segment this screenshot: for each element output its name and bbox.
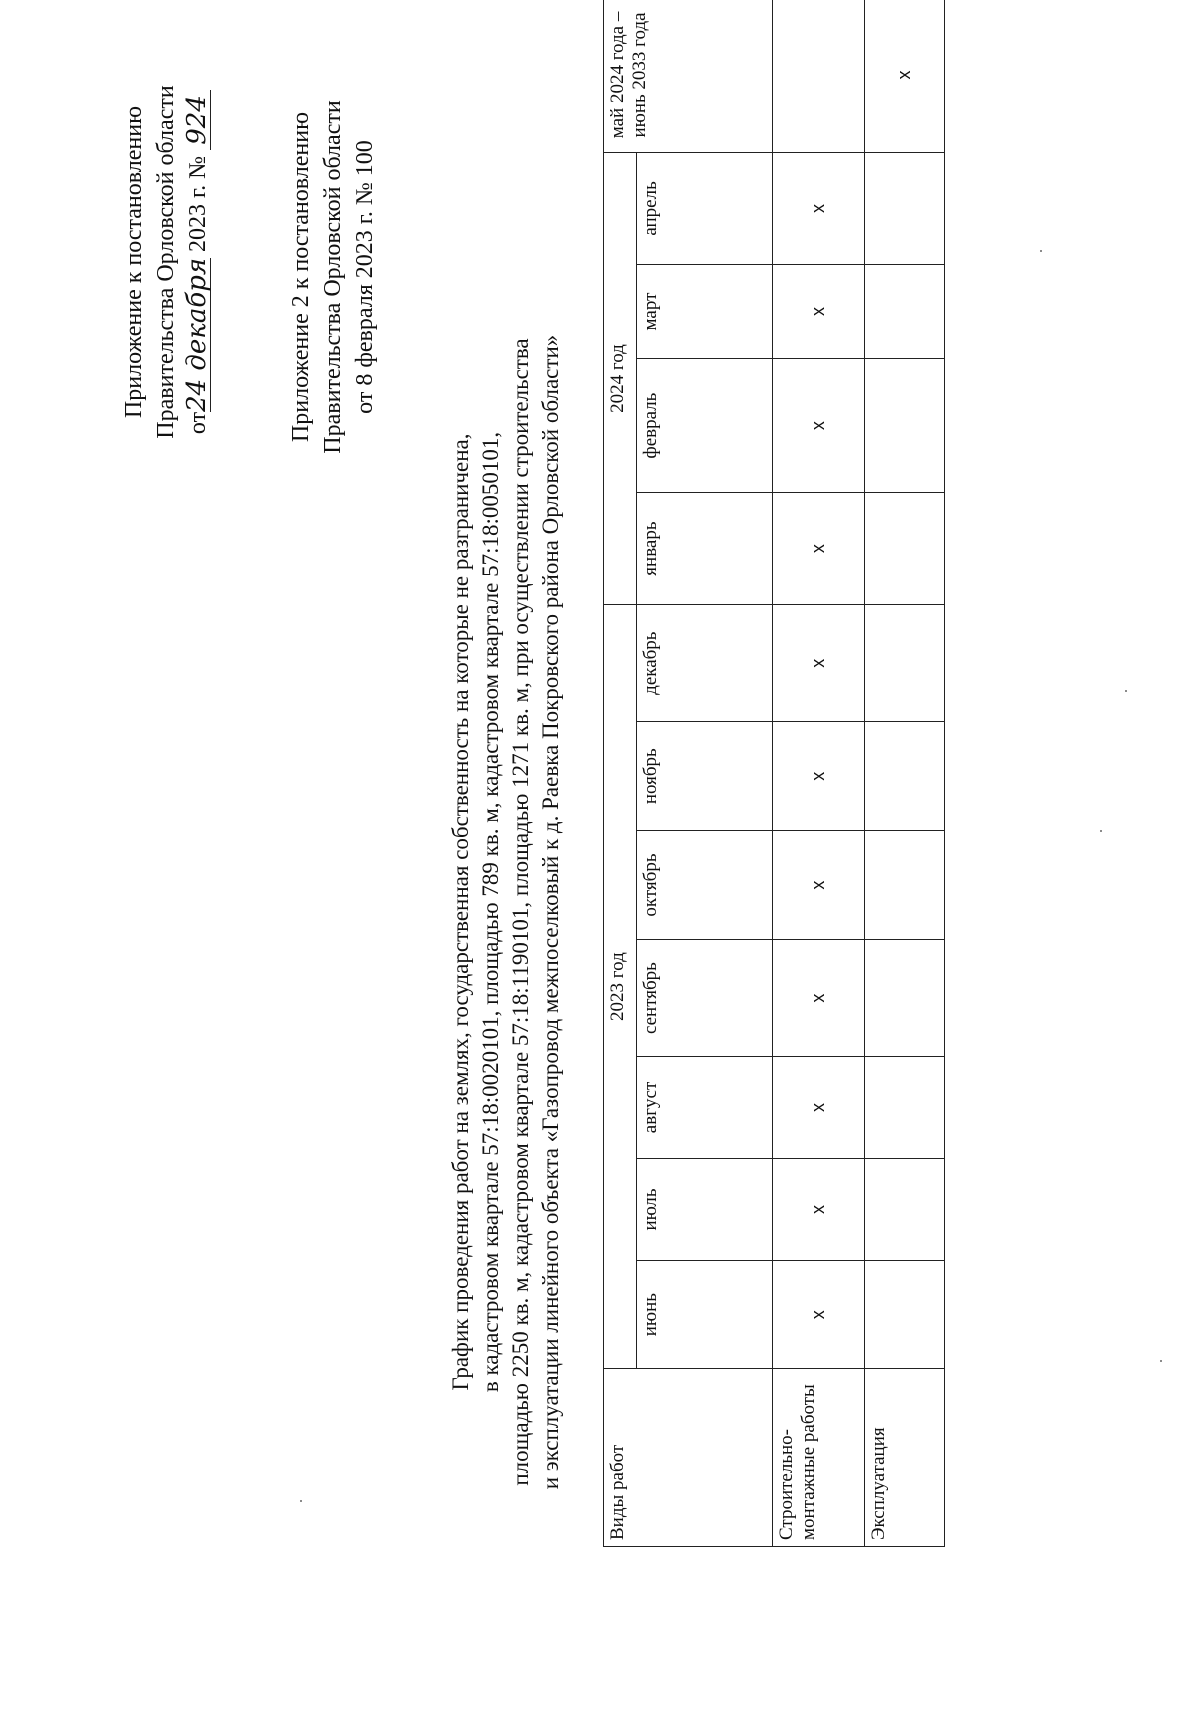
schedule-mark-cell: x xyxy=(772,605,864,722)
appendix-current-line2: Правительства Орловской области xyxy=(153,85,179,439)
work-type-cell: Эксплуатация xyxy=(864,1369,944,1547)
schedule-mark-cell xyxy=(864,1261,944,1369)
table-row xyxy=(864,0,944,1547)
month-header: февраль xyxy=(637,359,772,493)
title-line2: в кадастровом квартале 57:18:0020101, площадью 789 кв. м, кадастровом квартале 57:18:0050101, xyxy=(478,431,503,1393)
scan-speck xyxy=(1100,830,1102,832)
work-schedule-table xyxy=(603,0,945,1547)
schedule-mark-cell xyxy=(864,831,944,940)
month-header: декабрь xyxy=(637,605,772,722)
month-header: август xyxy=(637,1057,772,1159)
appendix-current-date-line xyxy=(182,52,214,472)
schedule-mark-cell: x xyxy=(772,831,864,940)
schedule-mark-cell xyxy=(864,605,944,722)
title-line3: площадью 2250 кв. м, кадастровом квартале 57:18:1190101, площадью 1271 кв. м, при осуществлении строительства xyxy=(508,338,533,1486)
handwritten-date: 24 декабря xyxy=(182,257,212,412)
date-prefix: от xyxy=(185,411,211,435)
schedule-mark-cell xyxy=(864,939,944,1056)
last-period-header: май 2024 года – июнь 2033 года xyxy=(604,0,773,152)
scan-speck xyxy=(1040,250,1042,252)
month-header: март xyxy=(637,264,772,358)
appendix-previous-line1: Приложение 2 к постановлению xyxy=(288,111,314,443)
month-header: ноябрь xyxy=(637,722,772,831)
schedule-mark-cell xyxy=(772,0,864,152)
year-2023-header: 2023 год xyxy=(604,605,637,1369)
handwritten-number: 924 xyxy=(184,90,211,150)
work-types-header: Виды работ xyxy=(604,1369,773,1547)
appendix-current xyxy=(118,52,214,472)
schedule-mark-cell xyxy=(864,1158,944,1261)
title-line1: График проведения работ на землях, государственная собственность на которые не разграничена, xyxy=(448,433,473,1391)
schedule-mark-cell xyxy=(864,493,944,605)
schedule-mark-cell: x xyxy=(772,1057,864,1159)
scan-speck xyxy=(1125,690,1127,692)
schedule-mark-cell xyxy=(864,722,944,831)
month-header: июнь xyxy=(637,1261,772,1369)
title-line4: и эксплуатации линейного объекта «Газопровод межпоселковый к д. Раевка Покровского района Орловской области» xyxy=(538,334,563,1490)
schedule-mark-cell: x xyxy=(772,152,864,264)
date-year: 2023 г. № xyxy=(185,155,211,252)
schedule-mark-cell xyxy=(864,1057,944,1159)
document-title xyxy=(446,262,566,1562)
schedule-mark-cell: x xyxy=(772,722,864,831)
schedule-mark-cell: x xyxy=(772,939,864,1056)
schedule-mark-cell: x xyxy=(772,493,864,605)
month-header: январь xyxy=(637,493,772,605)
schedule-mark-cell: x xyxy=(772,264,864,358)
scan-speck xyxy=(300,1500,302,1502)
table-row xyxy=(772,0,864,1547)
appendix-previous xyxy=(285,52,381,502)
scan-speck xyxy=(1160,1360,1162,1362)
appendix-previous-line3: от 8 февраля 2023 г. № 100 xyxy=(352,140,378,414)
month-header: июль xyxy=(637,1158,772,1261)
work-type-cell: Строительно-монтажные работы xyxy=(772,1369,864,1547)
schedule-mark-cell: x xyxy=(772,1261,864,1369)
schedule-mark-cell xyxy=(864,359,944,493)
schedule-mark-cell: x xyxy=(864,0,944,152)
schedule-mark-cell: x xyxy=(772,359,864,493)
header-years-row xyxy=(604,0,637,1547)
schedule-mark-cell: x xyxy=(772,1158,864,1261)
month-header: апрель xyxy=(637,152,772,264)
schedule-mark-cell xyxy=(864,152,944,264)
header-months-row xyxy=(637,0,772,1547)
year-2024-header: 2024 год xyxy=(604,152,637,604)
month-header: сентябрь xyxy=(637,939,772,1056)
month-header: октябрь xyxy=(637,831,772,940)
appendix-previous-line2: Правительства Орловской области xyxy=(320,100,346,454)
schedule-mark-cell xyxy=(864,264,944,358)
appendix-current-line1: Приложение к постановлению xyxy=(121,105,147,419)
